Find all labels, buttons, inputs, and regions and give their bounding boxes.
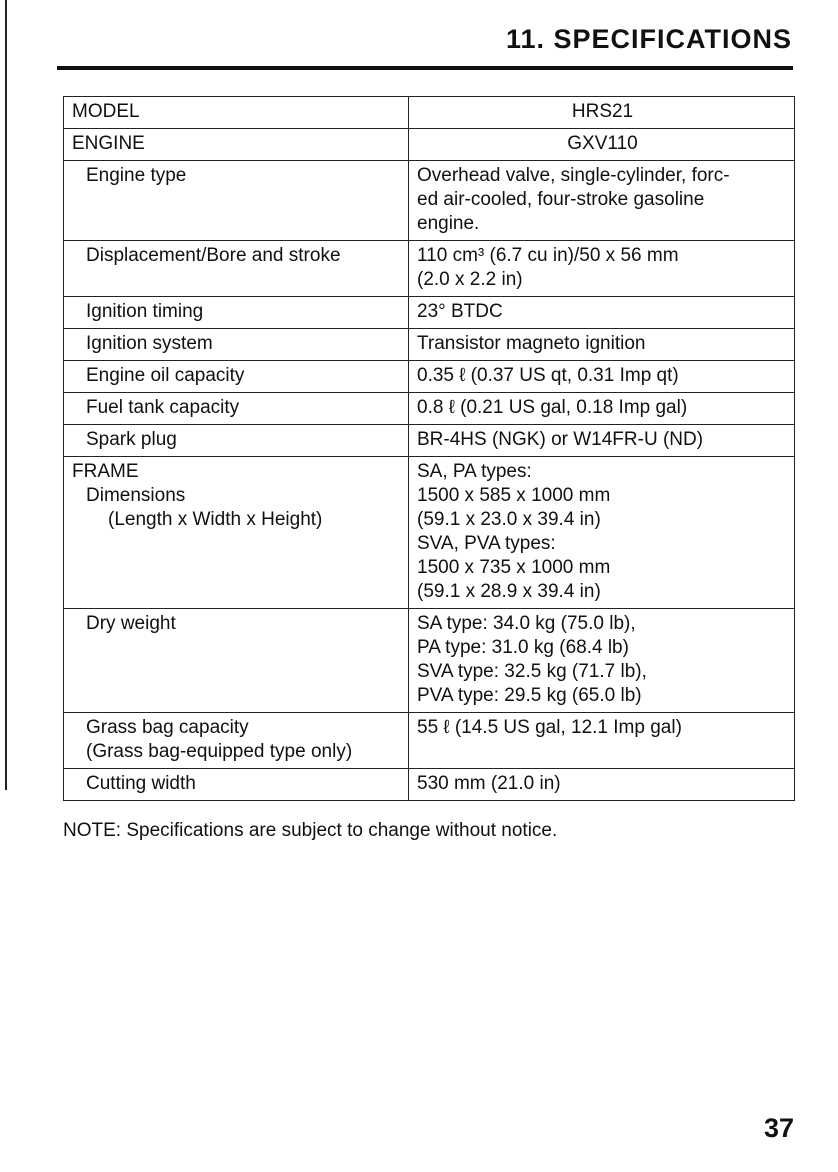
dry-weight-line: SVA type: 32.5 kg (71.7 lb), xyxy=(417,661,647,682)
dry-weight-value xyxy=(409,609,795,713)
table-row xyxy=(64,393,795,425)
dry-weight-line: PA type: 31.0 kg (68.4 lb) xyxy=(417,637,629,658)
dry-weight-label: Dry weight xyxy=(64,609,409,713)
dimensions-line: 1500 x 735 x 1000 mm xyxy=(417,557,611,578)
engine-type-line: Overhead valve, single-cylinder, forc- xyxy=(417,165,730,186)
displacement-line: 110 cm³ (6.7 cu in)/50 x 56 mm xyxy=(417,245,679,266)
dimensions-line: SA, PA types: xyxy=(417,461,532,482)
table-row xyxy=(64,425,795,457)
grass-bag-label-line: Grass bag capacity xyxy=(86,717,249,738)
dimensions-line: (59.1 x 28.9 x 39.4 in) xyxy=(417,581,601,602)
fuel-capacity-label: Fuel tank capacity xyxy=(64,393,409,425)
oil-capacity-value: 0.35 ℓ (0.37 US qt, 0.31 Imp qt) xyxy=(409,361,795,393)
grass-bag-value: 55 ℓ (14.5 US gal, 12.1 Imp gal) xyxy=(409,713,795,769)
dimensions-line: 1500 x 585 x 1000 mm xyxy=(417,485,611,506)
table-row xyxy=(64,361,795,393)
displacement-value xyxy=(409,241,795,297)
model-label: MODEL xyxy=(64,97,409,129)
table-row xyxy=(64,609,795,713)
engine-type-value xyxy=(409,161,795,241)
table-row xyxy=(64,329,795,361)
grass-bag-label-line: (Grass bag-equipped type only) xyxy=(86,741,353,762)
dimensions-value xyxy=(409,457,795,609)
engine-type-label: Engine type xyxy=(64,161,409,241)
engine-value: GXV110 xyxy=(409,129,795,161)
table-row xyxy=(64,769,795,801)
grass-bag-label xyxy=(64,713,409,769)
specifications-note: NOTE: Specifications are subject to change without notice. xyxy=(63,820,558,841)
page-binding-edge xyxy=(5,0,7,790)
table-row xyxy=(64,161,795,241)
table-row xyxy=(64,129,795,161)
table-row xyxy=(64,297,795,329)
frame-cell xyxy=(64,457,409,609)
dimensions-sublabel: (Length x Width x Height) xyxy=(108,509,323,530)
engine-type-line: engine. xyxy=(417,213,480,234)
dimensions-line: (59.1 x 23.0 x 39.4 in) xyxy=(417,509,601,530)
spark-plug-label: Spark plug xyxy=(64,425,409,457)
engine-type-line: ed air-cooled, four-stroke gasoline xyxy=(417,189,705,210)
page-title: 11. SPECIFICATIONS xyxy=(505,24,792,54)
dimensions-line: SVA, PVA types: xyxy=(417,533,556,554)
specifications-table xyxy=(63,96,795,801)
ignition-timing-value: 23° BTDC xyxy=(409,297,795,329)
engine-label: ENGINE xyxy=(64,129,409,161)
displacement-label: Displacement/Bore and stroke xyxy=(64,241,409,297)
oil-capacity-label: Engine oil capacity xyxy=(64,361,409,393)
frame-label: FRAME xyxy=(72,461,139,482)
spark-plug-value: BR-4HS (NGK) or W14FR-U (ND) xyxy=(409,425,795,457)
ignition-system-value: Transistor magneto ignition xyxy=(409,329,795,361)
table-row xyxy=(64,241,795,297)
ignition-system-label: Ignition system xyxy=(64,329,409,361)
page-number: 37 xyxy=(763,1113,794,1143)
table-row xyxy=(64,713,795,769)
model-value: HRS21 xyxy=(409,97,795,129)
dry-weight-line: SA type: 34.0 kg (75.0 lb), xyxy=(417,613,636,634)
table-row xyxy=(64,457,795,609)
displacement-line: (2.0 x 2.2 in) xyxy=(417,269,523,290)
dimensions-label: Dimensions xyxy=(86,485,186,506)
cutting-width-label: Cutting width xyxy=(64,769,409,801)
fuel-capacity-value: 0.8 ℓ (0.21 US gal, 0.18 Imp gal) xyxy=(409,393,795,425)
dry-weight-line: PVA type: 29.5 kg (65.0 lb) xyxy=(417,685,642,706)
table-row xyxy=(64,97,795,129)
ignition-timing-label: Ignition timing xyxy=(64,297,409,329)
cutting-width-value: 530 mm (21.0 in) xyxy=(409,769,795,801)
title-rule xyxy=(57,66,793,70)
